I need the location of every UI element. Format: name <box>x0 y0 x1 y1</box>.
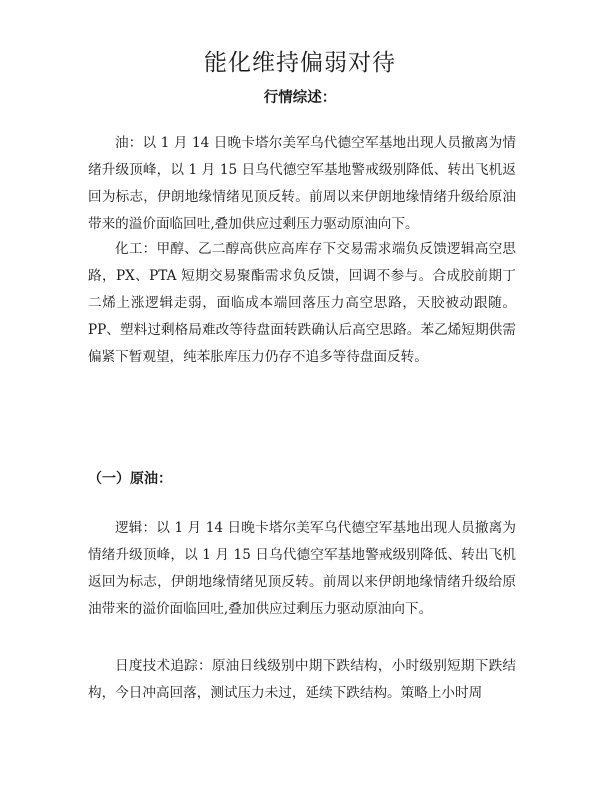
market-overview-heading: 行情综述： <box>263 90 337 106</box>
document-title: 能化维持偏弱对待 <box>204 50 396 76</box>
oil-summary-paragraph: 油：以 1 月 14 日晚卡塔尔美军乌代德空军基地出现人员撤离为情绪升级顶峰，以 1 月 15 日乌代德空军基地警戒级别降低、转出飞机返回为标志，伊朗地缘情绪见顶反转。前周以来伊朗地缘情绪升级给原油带来的溢价面临回吐,叠加供应过剩压力驱动原油向下。 <box>88 135 516 232</box>
crude-logic-paragraph: 逻辑：以 1 月 14 日晚卡塔尔美军乌代德空军基地出现人员撤离为情绪升级顶峰，以 1 月 15 日乌代德空军基地警戒级别降低、转出飞机返回为标志，伊朗地缘情绪见顶反转。前周以来伊朗地缘情绪升级给原油带来的溢价面临回吐,叠加供应过剩压力驱动原油向下。 <box>88 520 516 617</box>
crude-technical-paragraph: 日度技术追踪：原油日线级别中期下跌结构，小时级别短期下跌结构，今日冲高回落，测试压力未过，延续下跌结构。策略上小时周 <box>88 658 516 701</box>
crude-oil-section-heading: （一）原油： <box>88 471 172 487</box>
chemicals-summary-paragraph: 化工：甲醇、乙二醇高供应高库存下交易需求端负反馈逻辑高空思路，PX、PTA 短期交易聚酯需求负反馈，回调不参与。合成胶前期丁二烯上涨逻辑走弱，面临成本端回落压力高空思路，天胶被动跟随。PP、塑料过剩格局难改等待盘面转跌确认后高空思路。苯乙烯短期供需偏紧下暂观望，纯苯胀库压力仍存不追多等待盘面反转。 <box>88 241 516 365</box>
